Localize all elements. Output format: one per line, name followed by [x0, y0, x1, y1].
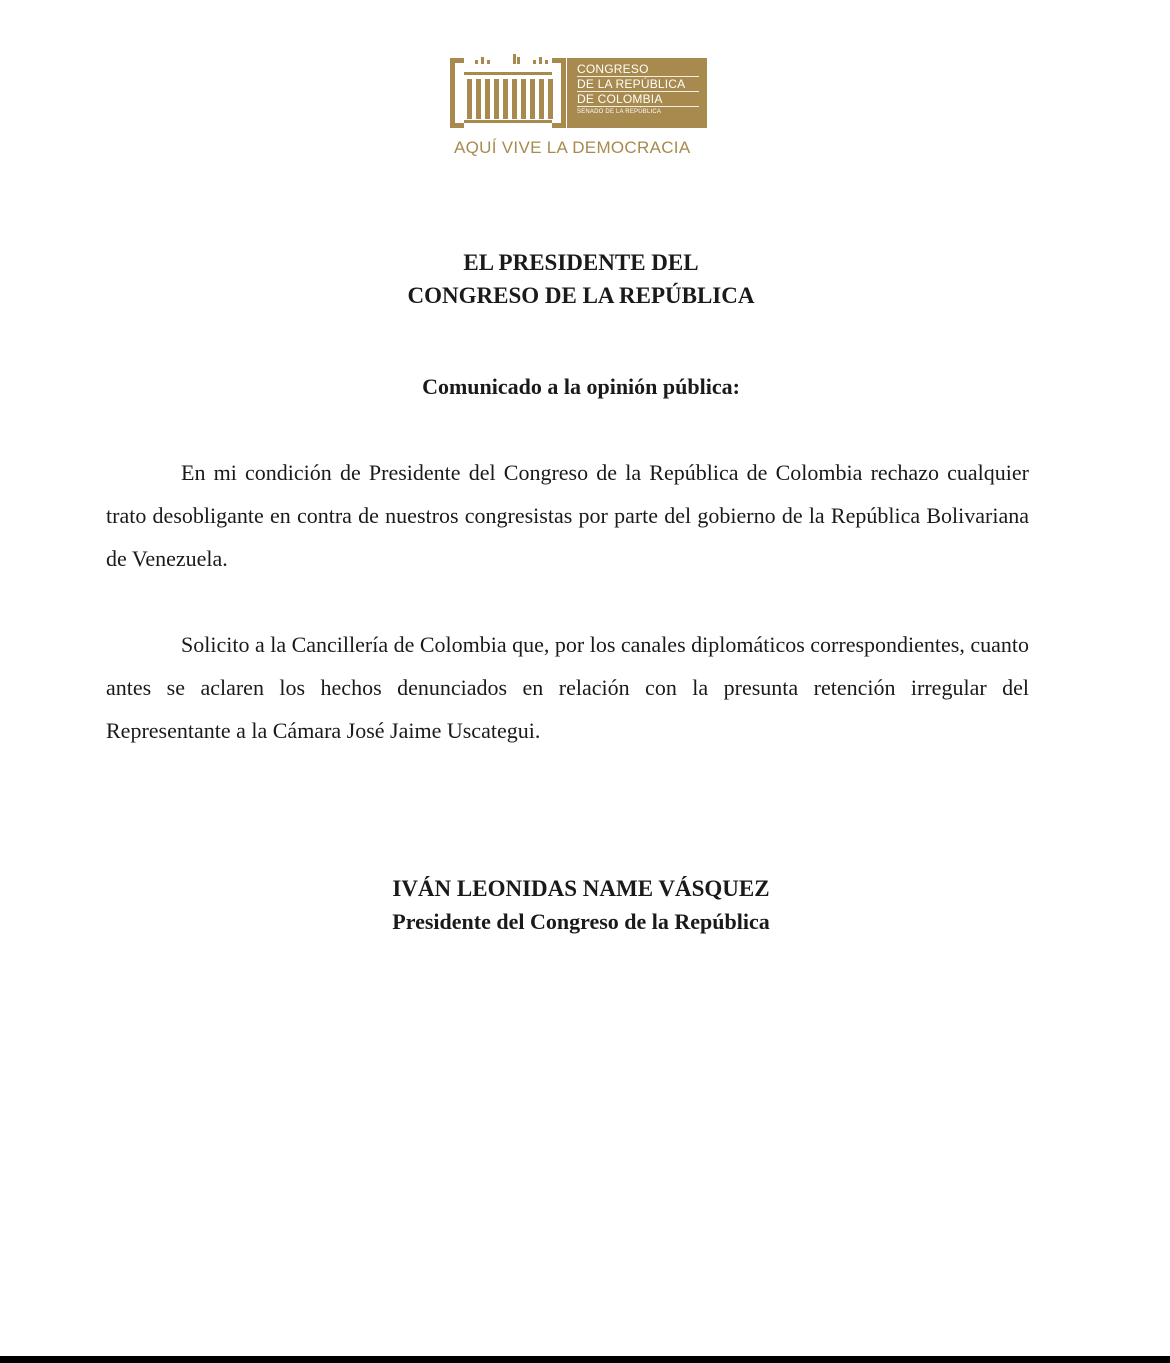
- bottom-edge-bar: [0, 1356, 1170, 1363]
- capitol-building-icon: [450, 52, 566, 128]
- communique-subtitle: Comunicado a la opinión pública:: [422, 374, 740, 399]
- paragraph-2: Solicito a la Cancillería de Colombia que, por los canales diplomáticos correspondientes, cuanto antes se aclaren los hechos denunciados en relación con la presunta retención irregular del Representante a la Cámara José Jaime Uscategui.: [106, 632, 1029, 743]
- paragraph-1: En mi condición de Presidente del Congreso de la República de Colombia rechazo cualquier trato desobligante en contra de nuestros congresistas por parte del gobierno de la República Bolivariana de Venezuela.: [106, 460, 1029, 571]
- logo-line-1: CONGRESO: [577, 62, 699, 77]
- logo-tagline: AQUÍ VIVE LA DEMOCRACIA: [454, 138, 691, 157]
- heading-line-1: EL PRESIDENTE DEL: [463, 250, 699, 275]
- logo-text-box: [567, 58, 707, 128]
- signatory-name: IVÁN LEONIDAS NAME VÁSQUEZ: [392, 876, 770, 901]
- logo-line-4: SENADO DE LA REPÚBLICA: [577, 109, 662, 115]
- heading-line-2: CONGRESO DE LA REPÚBLICA: [407, 283, 755, 308]
- signatory-role: Presidente del Congreso de la República: [392, 909, 770, 934]
- logo-line-2: DE LA REPÚBLICA: [577, 77, 699, 92]
- logo-line-3: DE COLOMBIA: [577, 92, 699, 107]
- congreso-logo: [450, 52, 710, 162]
